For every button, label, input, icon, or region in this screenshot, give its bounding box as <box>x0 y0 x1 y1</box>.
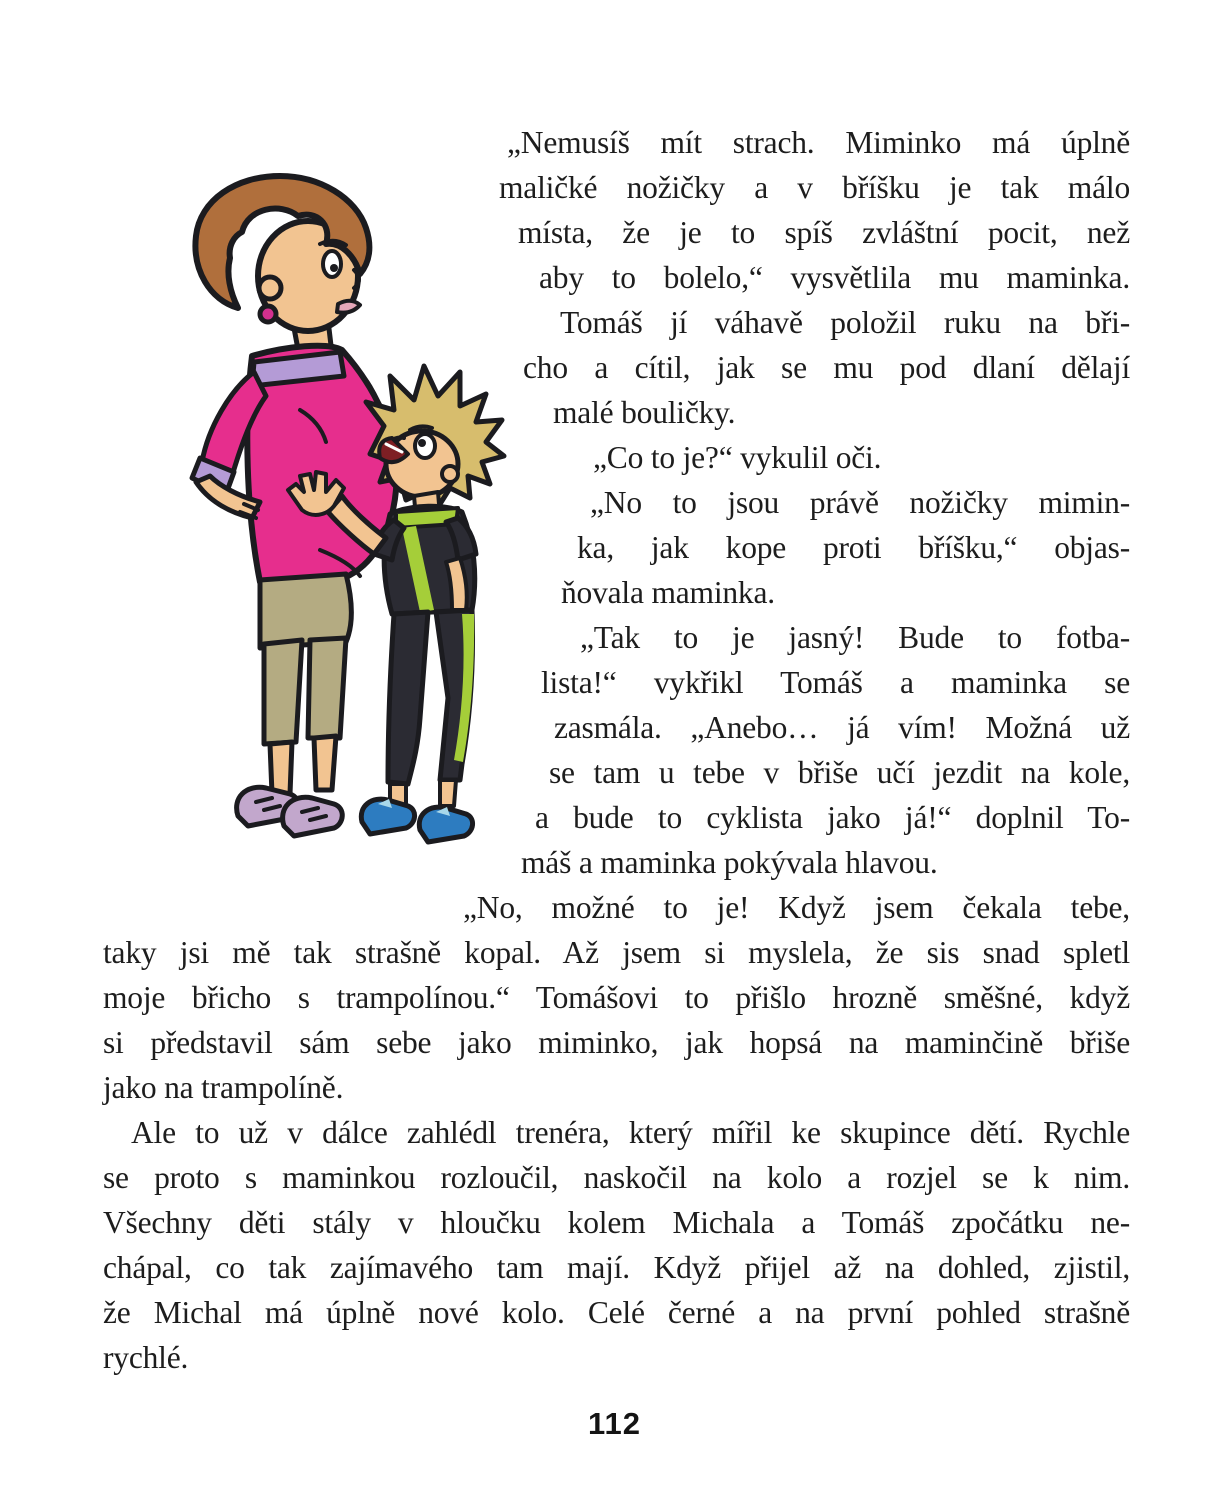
text-line: že Michal má úplně nové kolo. Celé černé a na první pohled strašně <box>103 1295 1130 1330</box>
mother-lips <box>337 301 360 313</box>
mother-figure <box>192 176 396 836</box>
text-line: moje břicho s trampolínou.“ Tomášovi to přišlo hrozně směšné, když <box>103 980 1130 1015</box>
text-line: aby to bolelo,“ vysvětlila mu maminka. <box>539 260 1130 295</box>
boy-ankle-right <box>440 780 456 806</box>
text-line: rychlé. <box>103 1340 189 1375</box>
text-line: „Tak to je jasný! Bude to fotba- <box>580 620 1130 655</box>
text-line: „Nemusíš mít strach. Miminko má úplně <box>507 125 1130 160</box>
mother-shoe-right <box>283 797 343 836</box>
mother-pupil <box>330 264 338 272</box>
boy-pant-left <box>388 612 428 784</box>
text-line: „No to jsou právě nožičky mimin- <box>590 485 1130 520</box>
text-line: taky jsi mě tak strašně kopal. Až jsem si myslela, že sis snad spletl <box>103 935 1130 970</box>
boy-ear <box>442 466 458 482</box>
boy-eye <box>415 434 435 458</box>
text-line: lista!“ vykřikl Tomáš a maminka se <box>541 665 1130 700</box>
text-line: místa, že je to spíš zvláštní pocit, než <box>518 215 1130 250</box>
mother-pant-left <box>264 640 302 744</box>
text-line: Všechny děti stály v hloučku kolem Michala a Tomáš zpočátku ne- <box>103 1205 1130 1240</box>
text-line: malé bouličky. <box>553 395 736 430</box>
text-line: Tomáš jí váhavě položil ruku na bři- <box>560 305 1130 340</box>
text-line: maličké nožičky a v bříšku je tak málo <box>499 170 1130 205</box>
text-line: ka, jak kope proti bříšku,“ objas- <box>577 530 1130 565</box>
text-line: cho a cítil, jak se mu pod dlaní dělají <box>523 350 1130 385</box>
text-line: Ale to už v dálce zahlédl trenéra, který mířil ke skupince dětí. Rychle <box>131 1115 1130 1150</box>
text-line: jako na trampolíně. <box>103 1070 344 1105</box>
text-line: zasmála. „Anebo… já vím! Možná už <box>554 710 1130 745</box>
page-number: 112 <box>587 1406 641 1441</box>
text-line: se tam u tebe v břiše učí jezdit na kole, <box>549 755 1130 790</box>
mother-calf-right <box>314 736 336 790</box>
text-line: se proto s maminkou rozloučil, naskočil na kolo a rozjel se k nim. <box>103 1160 1130 1195</box>
mother-calf-left <box>270 742 292 794</box>
text-line: „Co to je?“ vykulil oči. <box>593 440 882 475</box>
mother-pant-right <box>308 638 346 738</box>
boy-pupil <box>418 439 426 447</box>
mother-ear <box>259 277 281 299</box>
text-line: „No, možné to je! Když jsem čekala tebe, <box>463 890 1130 925</box>
earring <box>260 306 276 322</box>
mother-eye <box>323 251 341 277</box>
illustration-mother-and-boy <box>88 158 518 868</box>
text-line: chápal, co tak zajímavého tam mají. Když přijel až na dohled, zjistil, <box>103 1250 1130 1285</box>
text-line: máš a maminka pokývala hlavou. <box>521 845 938 880</box>
text-line: si představil sám sebe jako miminko, jak hopsá na maminčině břiše <box>103 1025 1130 1060</box>
text-line: a bude to cyklista jako já!“ doplnil To- <box>535 800 1130 835</box>
text-line: ňovala maminka. <box>561 575 775 610</box>
